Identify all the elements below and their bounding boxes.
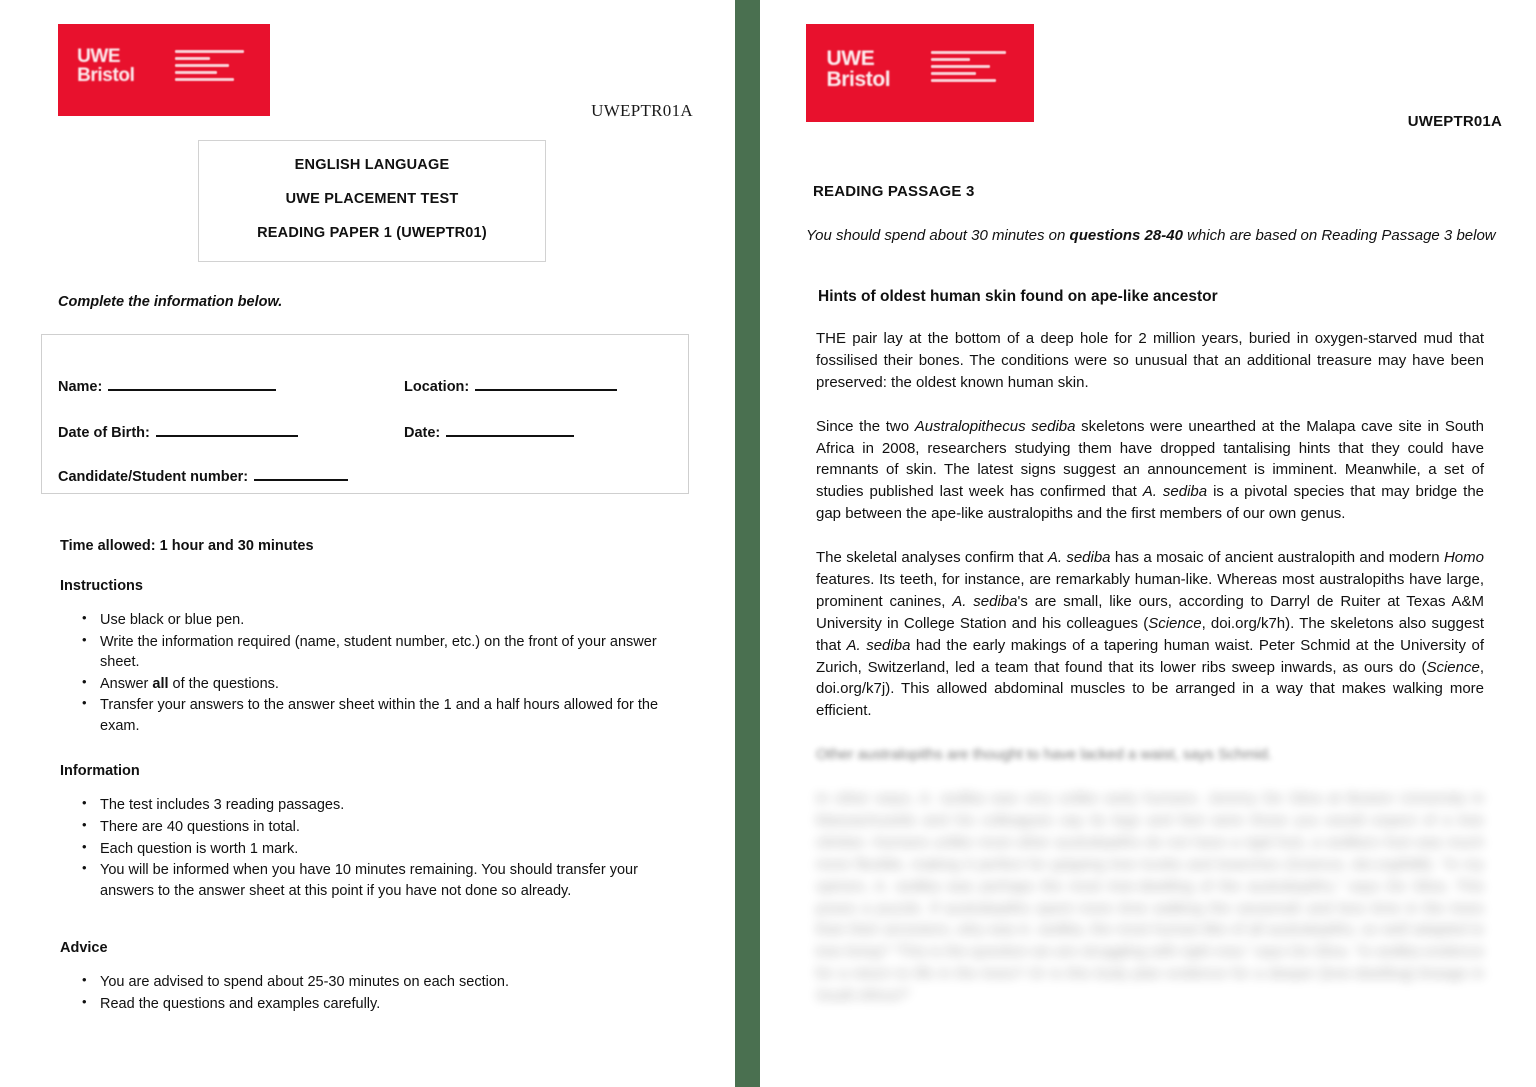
field-name-input[interactable] xyxy=(108,377,276,391)
field-name-label: Name: xyxy=(58,379,103,395)
para3-g: , doi.org/k7j). This allowed abdominal muscles to be arranged in a way that makes walking more efficient. xyxy=(816,658,1484,720)
species-name: A. sediba xyxy=(1047,549,1111,567)
paragraph xyxy=(816,547,1484,722)
page-divider xyxy=(735,0,760,1087)
list-item: • The test includes 3 reading passages. xyxy=(100,795,688,816)
field-date-of-birth-label: Date of Birth: xyxy=(58,425,150,441)
information-heading: Information xyxy=(60,763,140,780)
field-date[interactable] xyxy=(404,423,574,441)
advice-list xyxy=(60,972,688,1014)
section-spacer xyxy=(60,902,688,940)
field-date-input[interactable] xyxy=(446,423,574,437)
field-date-of-birth[interactable] xyxy=(58,423,298,441)
species-name: A. sediba xyxy=(952,592,1018,610)
field-candidate-number-input[interactable] xyxy=(254,467,348,481)
para3-a: The skeletal analyses confirm that xyxy=(816,549,1048,567)
list-item: • Each question is worth 1 mark. xyxy=(100,839,688,860)
instruction-questions-range: questions 28-40 xyxy=(1069,227,1183,244)
field-name[interactable] xyxy=(58,377,276,395)
field-date-label: Date: xyxy=(404,425,441,441)
paragraph-blurred: Other australopiths are thought to have lacked a waist, says Schmid. xyxy=(816,746,1273,764)
paragraph-blurred: In other ways, A. sediba was very unlike early humans. Jeremy De Silva at Boston University in Massachusetts and his colleagues say its legs and feet were those you would expect of a tree climber. Humans unlike most other australopiths do not have a rigid foot, a sediba's foot was much more flexible, making it perfect for gripping tree trunks and branches (Science, doi.org/k88). "In my opinion, A. sediba was perhaps the most tree-dwelling of the australopiths," says De Silva. This poses a puzzle. If australopiths spent more time walking the savannah and less time in the trees than their ancestors, why was A. sediba, the most human-like of all australopiths, so well adapted to tree living? "This is the question we are struggling with right now," says De Silva. "Is sediba evidence for a return to life in the trees? Or is this body plan evidence for a deeper [tree-dwelling] lineage in South Africa?" xyxy=(816,790,1484,1005)
instructions-heading: Instructions xyxy=(60,578,143,594)
para3-c: features. Its teeth, for instance, are remarkably human-like. Whereas most australopiths have large, prominent canines, xyxy=(816,571,1484,610)
para3-b: has a mosaic of ancient australopith and modern xyxy=(1110,549,1444,567)
title-line-test: UWE PLACEMENT TEST xyxy=(285,191,459,207)
species-name: Australopithecus sediba xyxy=(914,417,1076,435)
reading-passage-label: READING PASSAGE 3 xyxy=(813,183,975,200)
list-item: • Use black or blue pen. xyxy=(100,610,688,631)
exam-cover-page xyxy=(0,0,735,1087)
list-item: • Write the information required (name, student number, etc.) on the front of your answer sheet. xyxy=(100,632,688,673)
paper-code-right: UWEPTR01A xyxy=(1407,113,1502,130)
exam-title-box xyxy=(198,140,546,262)
information-list xyxy=(60,795,688,901)
para2-b: skeletons were unearthed at the Malapa cave site in South Africa in 2008, researchers studying them have dropped tantalising hints that they could have remnants of skin. The latest signs suggest an announcement is imminent. Meanwhile, a set of studies published last week has confirmed that xyxy=(816,417,1485,501)
list-item xyxy=(100,674,688,695)
right-page-header xyxy=(806,24,1034,122)
para2-a: Since the two xyxy=(816,417,915,435)
instruction-pre: You should spend about 30 minutes on xyxy=(806,227,1070,244)
article-headline: Hints of oldest human skin found on ape-like ancestor xyxy=(818,288,1218,305)
article-body xyxy=(816,328,1484,1029)
list-item: • Transfer your answers to the answer sheet within the 1 and a half hours allowed for the exam. xyxy=(100,695,688,736)
field-location[interactable] xyxy=(404,377,617,395)
uwe-bristol-logo xyxy=(806,24,1034,122)
journal-name: Science xyxy=(1148,614,1202,632)
instruction-answer-post: of the questions. xyxy=(168,675,279,692)
exam-instructions-body xyxy=(60,538,688,1016)
passage-instruction xyxy=(806,226,1496,246)
uwe-bristol-logo xyxy=(58,24,270,116)
field-location-label: Location: xyxy=(404,379,470,395)
instruction-answer-emphasis: all xyxy=(152,675,169,692)
instructions-list xyxy=(60,610,688,736)
field-candidate-number-label: Candidate/Student number: xyxy=(58,469,249,485)
logo-strapline-icon xyxy=(175,50,256,85)
para2-c: is a pivotal species that may bridge the gap between the ape-like australopiths and the first members of our own genus. xyxy=(816,483,1484,523)
reading-passage-page xyxy=(760,0,1536,1087)
species-name: A. sediba xyxy=(1142,483,1208,501)
logo-wordmark: UWE Bristol xyxy=(826,47,891,92)
field-candidate-number[interactable] xyxy=(58,467,348,485)
candidate-details-form xyxy=(41,334,689,494)
title-line-subject: ENGLISH LANGUAGE xyxy=(294,157,450,173)
instruction-post: which are based on Reading Passage 3 below xyxy=(1182,227,1496,244)
advice-heading: Advice xyxy=(60,940,108,957)
field-location-input[interactable] xyxy=(475,377,617,391)
obscured-text-region xyxy=(816,744,1484,1007)
paragraph xyxy=(816,416,1484,525)
list-item: • Read the questions and examples carefully. xyxy=(100,994,688,1015)
journal-name: Science xyxy=(1426,658,1480,676)
complete-information-note: Complete the information below. xyxy=(58,294,283,310)
paragraph: THE pair lay at the bottom of a deep hole for 2 million years, buried in oxygen-starved mud that fossilised their bones. The conditions were so unusual that an additional treasure may have been preserved: the oldest known human skin. xyxy=(816,330,1484,391)
logo-strapline-icon xyxy=(931,51,1018,86)
section-spacer xyxy=(60,737,688,763)
para3-f: had the early makings of a tapering human waist. Peter Schmid at the University of Zurich, Switzerland, led a team that found that its lower ribs sweep inwards, as ours do ( xyxy=(816,636,1485,676)
list-item: • There are 40 questions in total. xyxy=(100,817,688,838)
title-line-paper: READING PAPER 1 (UWEPTR01) xyxy=(257,225,487,241)
para3-e: , doi.org/k7h). The skeletons also suggest that xyxy=(816,614,1484,654)
genus-name: Homo xyxy=(1443,549,1484,567)
field-date-of-birth-input[interactable] xyxy=(156,423,298,437)
para3-d: 's are small, like ours, according to Darryl de Ruiter at Texas A&M University in College Station and his colleagues ( xyxy=(816,592,1485,632)
list-item: • You will be informed when you have 10 minutes remaining. You should transfer your answers to the answer sheet at this point if you have not done so already. xyxy=(100,860,688,901)
time-allowed-text: Time allowed: 1 hour and 30 minutes xyxy=(60,538,314,554)
paper-code-left: UWEPTR01A xyxy=(591,101,693,120)
list-item: • You are advised to spend about 25-30 minutes on each section. xyxy=(100,972,688,993)
instruction-answer-pre: Answer xyxy=(100,675,153,692)
species-name: A. sediba xyxy=(846,636,911,654)
logo-wordmark: UWE Bristol xyxy=(77,45,135,86)
